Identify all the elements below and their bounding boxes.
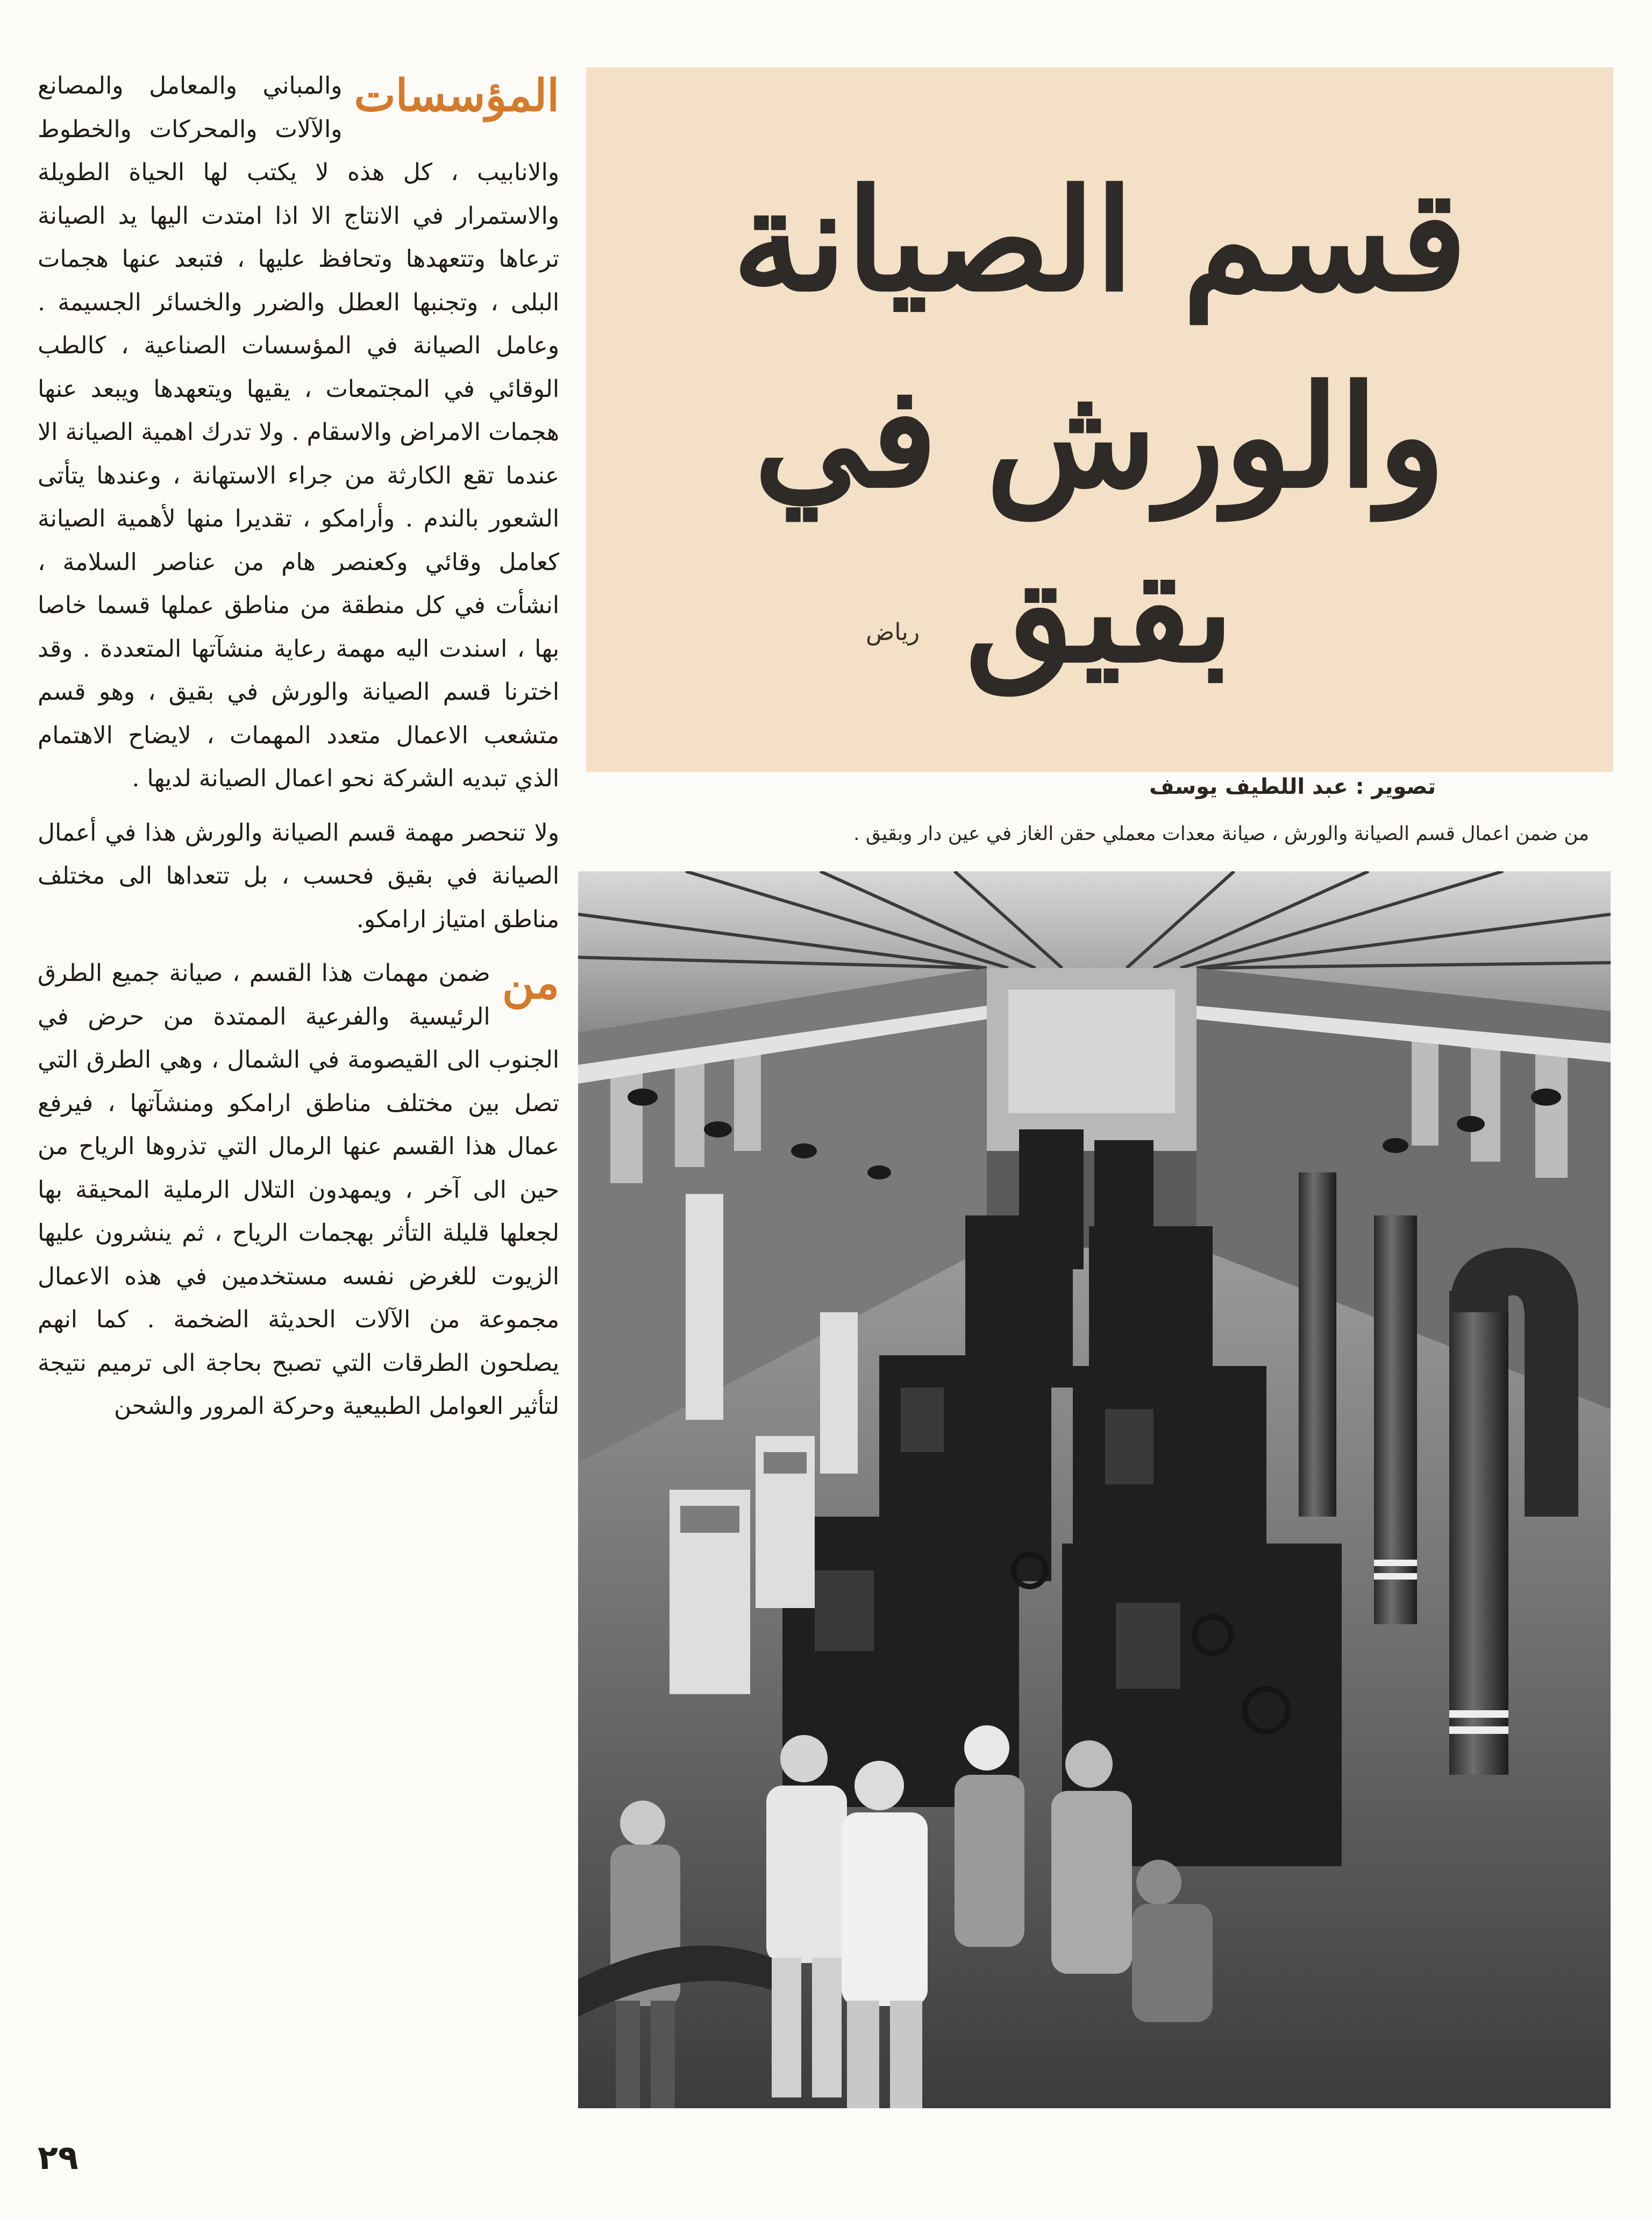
photo-caption: من ضمن اعمال قسم الصيانة والورش ، صيانة معدات معملي حقن الغاز في عين دار وبقيق .: [853, 823, 1589, 845]
paragraph-spacer: [38, 941, 559, 952]
article-paragraph-3: [38, 952, 559, 1428]
title-block: [586, 67, 1613, 799]
paragraph-3-text: ضمن مهمات هذا القسم ، صيانة جميع الطرق الرئيسية والفرعية الممتدة من حرض في الجنوب الى القيصومة في الشمال ، وهي الطرق التي تصل بين مختلف مناطق ارامكو ومنشآتها ، فيرفع عمال هذا القسم عنها الرمال التي تذروها الرياح من حين الى آخر ، ويمهدون التلال الرملية المحيقة بها لجعلها قليلة التأثر بهجمات الرياح ، ثم ينشرون عليها الزيوت للغرض نفسه مستخدمين في هذه الاعمال مجموعة من الآلات الحديثة الضخمة . كما انهم يصلحون الطرقات التي تصبح بحاجة الى ترميم نتيجة لتأثير العوامل الطبيعية وحركة المرور والشحن: [38, 959, 559, 1420]
photo-credit: تصوير : عبد اللطيف يوسف: [1149, 774, 1436, 799]
section-opening-word: من: [502, 957, 559, 1009]
workshop-photo: [578, 871, 1611, 2108]
paragraph-spacer: [38, 801, 559, 812]
opening-word: المؤسسات: [354, 70, 559, 122]
paragraph-2-text: ولا تنحصر مهمة قسم الصيانة والورش هذا في أعمال الصيانة في بقيق فحسب ، بل تتعداها الى مختلف مناطق امتياز ارامكو.: [38, 819, 559, 933]
article-title-line-1: قسم الصيانة: [732, 159, 1468, 323]
workshop-photo-illustration: [578, 871, 1611, 2108]
calligrapher-signature: رياض: [866, 618, 920, 646]
page-number: ٢٩: [38, 2138, 79, 2177]
article-title-line-2: والورش في بقيق: [754, 355, 1446, 694]
article-paragraph-1: [38, 65, 559, 801]
article-paragraph-2: [38, 812, 559, 942]
article-body: [38, 65, 559, 1428]
paragraph-1-text: والمباني والمعامل والمصانع والآلات والمحركات والخطوط والانابيب ، كل هذه لا يكتب لها الحياة الطويلة والاستمرار في الانتاج الا اذا امتدت اليها يد الصيانة ترعاها وتتعهدها وتحافظ عليها ، فتبعد عنها هجمات البلى ، وتجنبها العطل والضرر والخسائر الجسيمة . وعامل الصيانة في المؤسسات الصناعية ، كالطب الوقائي في المجتمعات ، يقيها ويتعهدها ويبعد عنها هجمات الامراض والاسقام . ولا تدرك اهمية الصيانة الا عندما تقع الكارثة من جراء الاستهانة ، وعندها يتأتى الشعور بالندم . وأرامكو ، تقديرا منها لأهمية الصيانة كعامل وقائي وكعنصر هام من عناصر السلامة ، انشأت في كل منطقة من مناطق عملها قسما خاصا بها ، اسندت اليه مهمة رعاية منشآتها المتعددة . وقد اخترنا قسم الصيانة والورش في بقيق ، وهو قسم متشعب الاعمال متعدد المهمات ، لايضاح الاهتمام الذي تبديه الشركة نحو اعمال الصيانة لديها .: [38, 72, 559, 792]
